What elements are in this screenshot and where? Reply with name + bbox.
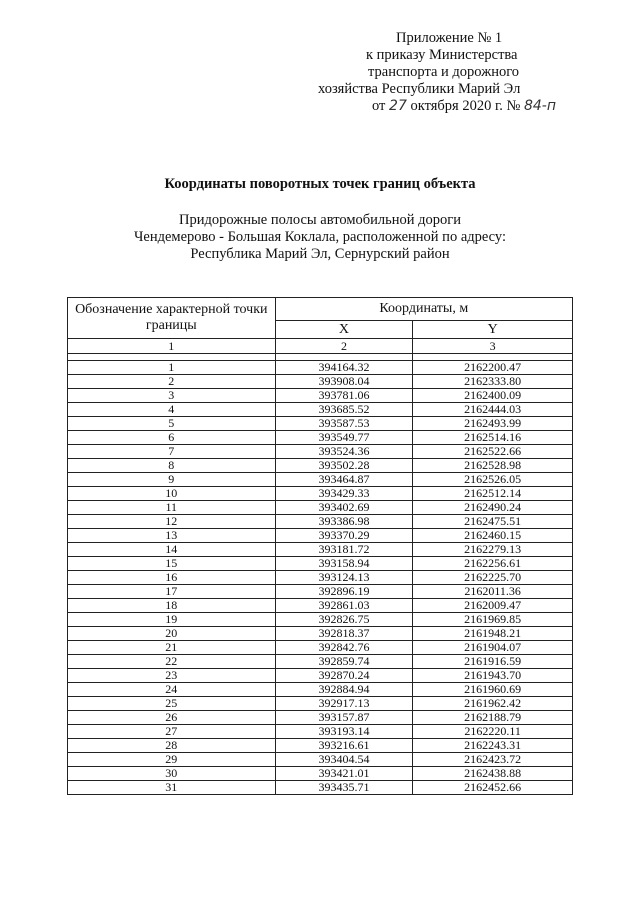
point-number-cell: 8 bbox=[68, 459, 276, 473]
point-number-cell: 24 bbox=[68, 683, 276, 697]
y-coordinate-cell: 2162423.72 bbox=[413, 753, 573, 767]
point-number-cell: 22 bbox=[68, 655, 276, 669]
point-number-cell: 3 bbox=[68, 389, 276, 403]
point-number-cell: 1 bbox=[68, 361, 276, 375]
point-number-cell: 17 bbox=[68, 585, 276, 599]
point-number-cell: 5 bbox=[68, 417, 276, 431]
point-number-cell: 13 bbox=[68, 529, 276, 543]
point-number-cell: 31 bbox=[68, 781, 276, 795]
point-number-cell: 23 bbox=[68, 669, 276, 683]
point-number-cell: 4 bbox=[68, 403, 276, 417]
point-number-cell: 10 bbox=[68, 487, 276, 501]
y-coordinate-cell: 2162220.11 bbox=[413, 725, 573, 739]
appendix-line-4: хозяйства Республики Марий Эл bbox=[318, 81, 521, 97]
x-coordinate-cell: 393157.87 bbox=[275, 711, 413, 725]
x-coordinate-cell: 393429.33 bbox=[275, 487, 413, 501]
x-coordinate-cell: 393435.71 bbox=[275, 781, 413, 795]
appendix-line-1: Приложение № 1 bbox=[396, 30, 503, 46]
table-row bbox=[68, 473, 573, 487]
table-row bbox=[68, 389, 573, 403]
x-coordinate-cell: 393402.69 bbox=[275, 501, 413, 515]
point-number-cell: 7 bbox=[68, 445, 276, 459]
x-coordinate-cell: 392861.03 bbox=[275, 599, 413, 613]
order-number-handwritten: 84-п bbox=[523, 98, 557, 114]
order-date-middle: октября 2020 г. № bbox=[410, 98, 521, 114]
y-coordinate-cell: 2162279.13 bbox=[413, 543, 573, 557]
point-number-cell: 25 bbox=[68, 697, 276, 711]
subtitle-line-1: Придорожные полосы автомобильной дороги bbox=[179, 212, 461, 228]
y-coordinate-cell: 2162333.80 bbox=[413, 375, 573, 389]
table-row bbox=[68, 683, 573, 697]
point-number-cell: 27 bbox=[68, 725, 276, 739]
x-coordinate-cell: 392826.75 bbox=[275, 613, 413, 627]
y-coordinate-cell: 2161916.59 bbox=[413, 655, 573, 669]
subtitle-line-2: Чендемерово - Большая Коклала, расположенной по адресу: bbox=[133, 229, 507, 245]
table-row bbox=[68, 445, 573, 459]
y-coordinate-cell: 2161969.85 bbox=[413, 613, 573, 627]
x-coordinate-cell: 393464.87 bbox=[275, 473, 413, 487]
table-row bbox=[68, 613, 573, 627]
y-coordinate-cell: 2162460.15 bbox=[413, 529, 573, 543]
point-number-cell: 15 bbox=[68, 557, 276, 571]
point-number-cell: 11 bbox=[68, 501, 276, 515]
point-number-cell: 26 bbox=[68, 711, 276, 725]
point-number-cell: 21 bbox=[68, 641, 276, 655]
x-coordinate-cell: 393587.53 bbox=[275, 417, 413, 431]
x-coordinate-cell: 392896.19 bbox=[275, 585, 413, 599]
subtitle-line-3: Республика Марий Эл, Сернурский район bbox=[190, 246, 450, 262]
point-number-cell: 20 bbox=[68, 627, 276, 641]
column-number-2: 2 bbox=[275, 339, 413, 354]
appendix-line-3: транспорта и дорожного bbox=[368, 64, 520, 80]
x-coordinate-cell: 392917.13 bbox=[275, 697, 413, 711]
point-number-cell: 30 bbox=[68, 767, 276, 781]
point-number-cell: 28 bbox=[68, 739, 276, 753]
y-coordinate-cell: 2161904.07 bbox=[413, 641, 573, 655]
table-row bbox=[68, 417, 573, 431]
y-coordinate-cell: 2162400.09 bbox=[413, 389, 573, 403]
header-point-name: Обозначение характерной точки границы bbox=[68, 298, 276, 339]
header-coordinates: Координаты, м bbox=[275, 298, 572, 321]
y-coordinate-cell: 2162493.99 bbox=[413, 417, 573, 431]
x-coordinate-cell: 393685.52 bbox=[275, 403, 413, 417]
table-row bbox=[68, 557, 573, 571]
table-row bbox=[68, 459, 573, 473]
point-number-cell: 12 bbox=[68, 515, 276, 529]
appendix-header bbox=[318, 30, 580, 115]
order-day-handwritten: 27 bbox=[389, 98, 407, 114]
y-coordinate-cell: 2162200.47 bbox=[413, 361, 573, 375]
x-coordinate-cell: 392842.76 bbox=[275, 641, 413, 655]
y-coordinate-cell: 2162188.79 bbox=[413, 711, 573, 725]
y-coordinate-cell: 2162256.61 bbox=[413, 557, 573, 571]
table-row bbox=[68, 739, 573, 753]
table-row bbox=[68, 431, 573, 445]
point-number-cell: 2 bbox=[68, 375, 276, 389]
y-coordinate-cell: 2162512.14 bbox=[413, 487, 573, 501]
order-date-prefix: от bbox=[372, 98, 386, 114]
point-number-cell: 14 bbox=[68, 543, 276, 557]
x-coordinate-cell: 393404.54 bbox=[275, 753, 413, 767]
table-row bbox=[68, 655, 573, 669]
x-coordinate-cell: 393181.72 bbox=[275, 543, 413, 557]
table-row bbox=[68, 375, 573, 389]
table-row bbox=[68, 697, 573, 711]
appendix-line-5 bbox=[318, 98, 580, 115]
x-coordinate-cell: 393370.29 bbox=[275, 529, 413, 543]
table-row bbox=[68, 361, 573, 375]
table-row bbox=[68, 767, 573, 781]
coordinates-body bbox=[68, 361, 573, 795]
y-coordinate-cell: 2162011.36 bbox=[413, 585, 573, 599]
x-coordinate-cell: 393781.06 bbox=[275, 389, 413, 403]
x-coordinate-cell: 393193.14 bbox=[275, 725, 413, 739]
point-number-cell: 18 bbox=[68, 599, 276, 613]
x-coordinate-cell: 392859.74 bbox=[275, 655, 413, 669]
table-row bbox=[68, 711, 573, 725]
y-coordinate-cell: 2161960.69 bbox=[413, 683, 573, 697]
y-coordinate-cell: 2162526.05 bbox=[413, 473, 573, 487]
appendix-line-2: к приказу Министерства bbox=[366, 47, 518, 63]
y-coordinate-cell: 2162225.70 bbox=[413, 571, 573, 585]
y-coordinate-cell: 2162522.66 bbox=[413, 445, 573, 459]
y-coordinate-cell: 2162009.47 bbox=[413, 599, 573, 613]
coordinates-table bbox=[67, 297, 573, 795]
y-coordinate-cell: 2162475.51 bbox=[413, 515, 573, 529]
x-coordinate-cell: 394164.32 bbox=[275, 361, 413, 375]
y-coordinate-cell: 2162514.16 bbox=[413, 431, 573, 445]
column-number-3: 3 bbox=[413, 339, 573, 354]
y-coordinate-cell: 2162528.98 bbox=[413, 459, 573, 473]
table-row bbox=[68, 641, 573, 655]
table-row bbox=[68, 669, 573, 683]
table-row bbox=[68, 515, 573, 529]
table-row bbox=[68, 529, 573, 543]
x-coordinate-cell: 393216.61 bbox=[275, 739, 413, 753]
y-coordinate-cell: 2162490.24 bbox=[413, 501, 573, 515]
table-row bbox=[68, 501, 573, 515]
x-coordinate-cell: 393549.77 bbox=[275, 431, 413, 445]
table-row bbox=[68, 627, 573, 641]
point-number-cell: 16 bbox=[68, 571, 276, 585]
x-coordinate-cell: 393158.94 bbox=[275, 557, 413, 571]
x-coordinate-cell: 393386.98 bbox=[275, 515, 413, 529]
y-coordinate-cell: 2162243.31 bbox=[413, 739, 573, 753]
header-x: X bbox=[275, 321, 413, 339]
y-coordinate-cell: 2162438.88 bbox=[413, 767, 573, 781]
x-coordinate-cell: 392884.94 bbox=[275, 683, 413, 697]
table-row bbox=[68, 487, 573, 501]
table-row bbox=[68, 599, 573, 613]
y-coordinate-cell: 2161962.42 bbox=[413, 697, 573, 711]
x-coordinate-cell: 393908.04 bbox=[275, 375, 413, 389]
document-subtitle bbox=[0, 212, 619, 263]
table-row bbox=[68, 403, 573, 417]
y-coordinate-cell: 2162452.66 bbox=[413, 781, 573, 795]
point-number-cell: 6 bbox=[68, 431, 276, 445]
y-coordinate-cell: 2162444.03 bbox=[413, 403, 573, 417]
document-title: Координаты поворотных точек границ объекта bbox=[164, 176, 476, 192]
x-coordinate-cell: 393421.01 bbox=[275, 767, 413, 781]
x-coordinate-cell: 393124.13 bbox=[275, 571, 413, 585]
point-number-cell: 29 bbox=[68, 753, 276, 767]
table-row bbox=[68, 753, 573, 767]
table-row bbox=[68, 571, 573, 585]
table-row bbox=[68, 781, 573, 795]
column-number-1: 1 bbox=[68, 339, 276, 354]
x-coordinate-cell: 393524.36 bbox=[275, 445, 413, 459]
y-coordinate-cell: 2161943.70 bbox=[413, 669, 573, 683]
point-number-cell: 19 bbox=[68, 613, 276, 627]
table-row bbox=[68, 725, 573, 739]
header-y: Y bbox=[413, 321, 573, 339]
x-coordinate-cell: 393502.28 bbox=[275, 459, 413, 473]
table-row bbox=[68, 543, 573, 557]
y-coordinate-cell: 2161948.21 bbox=[413, 627, 573, 641]
x-coordinate-cell: 392870.24 bbox=[275, 669, 413, 683]
x-coordinate-cell: 392818.37 bbox=[275, 627, 413, 641]
point-number-cell: 9 bbox=[68, 473, 276, 487]
table-row bbox=[68, 585, 573, 599]
